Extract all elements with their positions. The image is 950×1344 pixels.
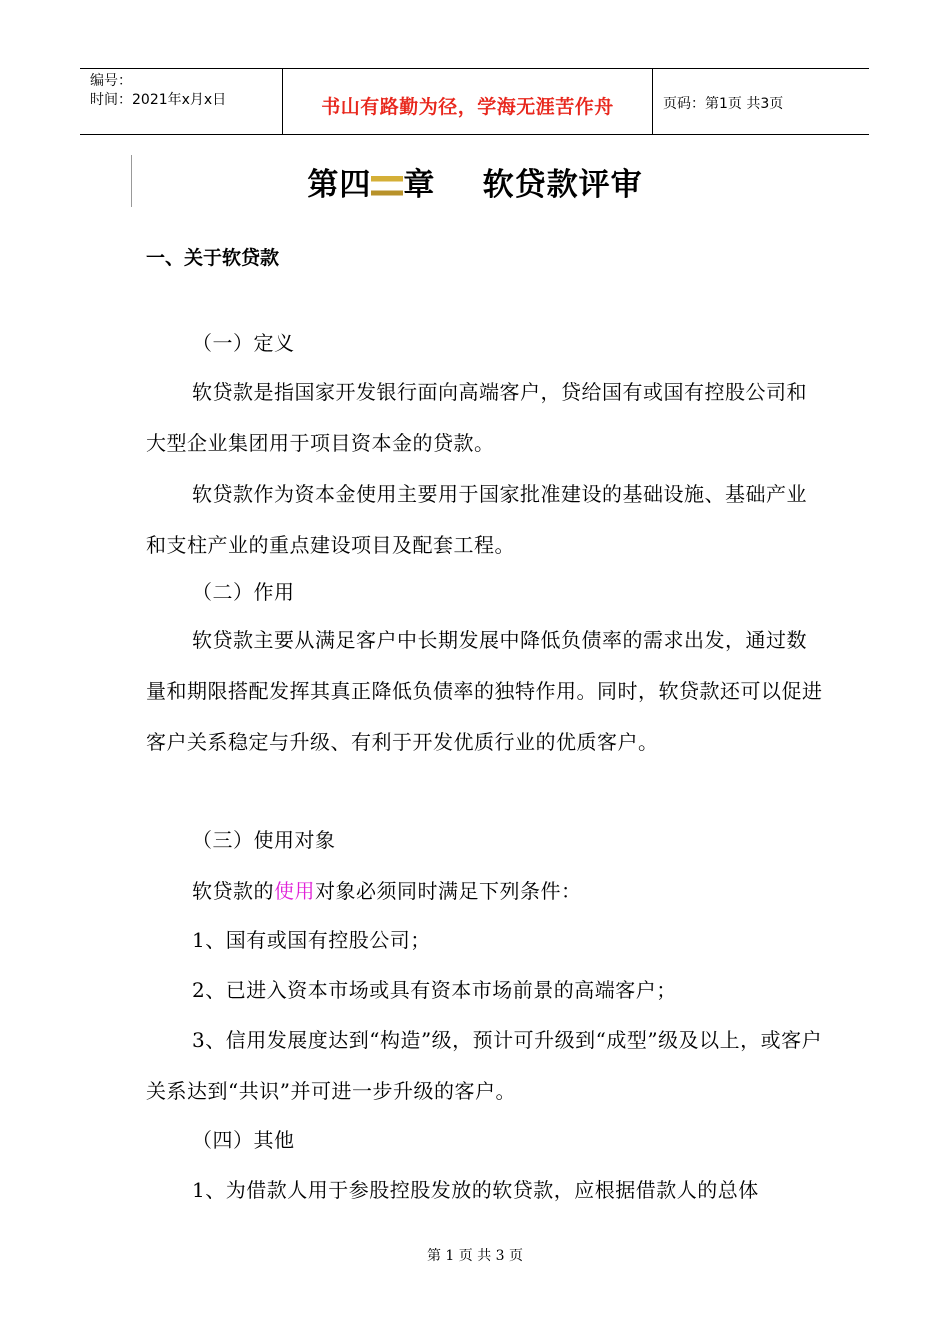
title-suffix: 章 软贷款评审 <box>403 167 643 203</box>
page-info: 页码：第1页 共3页 <box>663 96 784 112</box>
targets-text-highlight: 使用 <box>274 879 315 903</box>
list-item-2: 2、已进入资本市场或具有资本市场前景的高端客户； <box>192 978 677 1002</box>
chapter-title <box>0 163 950 207</box>
subheading-definition: （一）定义 <box>192 331 295 355</box>
number-label: 编号： <box>90 73 132 89</box>
paragraph-definition-2: 软贷款作为资本金使用主要用于国家批准建设的基础设施、基础产业和支柱产业的重点建设项目及配套工程。 <box>146 482 807 557</box>
subheading-function: （二）作用 <box>192 580 295 604</box>
targets-text-before: 软贷款的 <box>192 879 274 903</box>
subheading-other: （四）其他 <box>192 1128 295 1152</box>
title-prefix: 第四 <box>307 167 372 203</box>
header-left-cell <box>80 69 282 134</box>
header-middle-cell <box>282 69 653 134</box>
list-item-1: 1、国有或国有控股公司； <box>192 928 431 952</box>
targets-text-after: 对象必须同时满足下列条件： <box>315 879 582 903</box>
list-item-3: 3、信用发展度达到“构造”级，预计可升级到“成型”级及以上，或客户关系达到“共识”并可进一步升级的客户。 <box>146 1028 823 1103</box>
time-label: 时间：2021年x月x日 <box>90 92 227 108</box>
paragraph-definition-1: 软贷款是指国家开发银行面向高端客户，贷给国有或国有控股公司和大型企业集团用于项目资本金的贷款。 <box>146 380 807 455</box>
header-right-cell <box>653 69 869 134</box>
title-mark <box>371 163 403 207</box>
motto-text: 书山有路勤为径，学海无涯苦作舟 <box>321 96 614 118</box>
header-table <box>80 68 869 135</box>
page-footer: 第 1 页 共 3 页 <box>426 1248 524 1264</box>
paragraph-function: 软贷款主要从满足客户中长期发展中降低负债率的需求出发，通过数量和期限搭配发挥其真正降低负债率的独特作用。同时，软贷款还可以促进客户关系稳定与升级、有利于开发优质行业的优质客户。 <box>146 628 823 754</box>
subheading-targets: （三）使用对象 <box>192 828 336 852</box>
paragraph-targets <box>146 866 826 917</box>
list-item-other-1: 1、为借款人用于参股控股发放的软贷款，应根据借款人的总体 <box>192 1178 759 1202</box>
section-heading: 一、关于软贷款 <box>146 247 280 269</box>
